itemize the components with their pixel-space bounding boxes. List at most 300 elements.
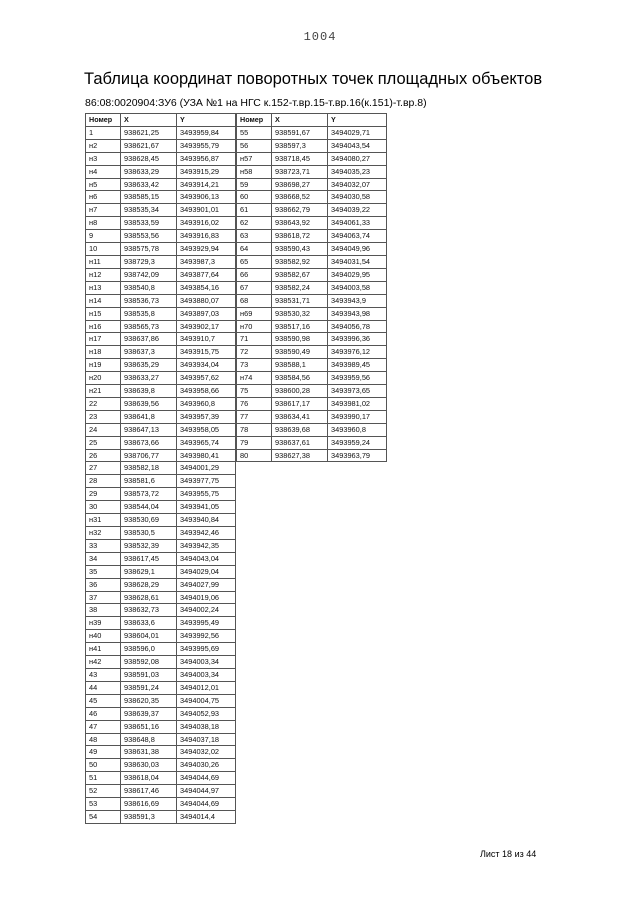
table-row [86,810,236,823]
cell-coordinate-y: 3494037,18 [177,733,236,746]
cell-coordinate-y: 3493959,24 [328,436,387,449]
cell-coordinate-y: 3493990,17 [328,410,387,423]
cell-coordinate-x: 938618,04 [121,772,177,785]
cell-coordinate-x: 938723,71 [272,165,328,178]
cell-coordinate-y: 3493942,46 [177,527,236,540]
table-row [86,268,236,281]
cell-coordinate-x: 938673,66 [121,436,177,449]
table-row [86,410,236,423]
cell-point-number: 61 [237,204,272,217]
cell-coordinate-x: 938637,3 [121,346,177,359]
table-row [86,243,236,256]
table-row [86,578,236,591]
cell-point-number: 76 [237,397,272,410]
cell-coordinate-y: 3494032,02 [177,746,236,759]
cell-coordinate-x: 938633,42 [121,178,177,191]
table-row [86,191,236,204]
cell-coordinate-x: 938641,8 [121,410,177,423]
cell-point-number: 68 [237,294,272,307]
cell-point-number: н18 [86,346,121,359]
cell-coordinate-y: 3493929,94 [177,243,236,256]
cell-point-number: н13 [86,281,121,294]
cell-coordinate-y: 3493963,79 [328,449,387,462]
cell-coordinate-y: 3494030,26 [177,759,236,772]
cell-coordinate-y: 3493916,02 [177,217,236,230]
cell-point-number: 37 [86,591,121,604]
cell-point-number: 10 [86,243,121,256]
cell-coordinate-x: 938633,29 [121,165,177,178]
cell-coordinate-y: 3493915,29 [177,165,236,178]
cell-coordinate-x: 938535,34 [121,204,177,217]
cell-coordinate-x: 938621,25 [121,126,177,139]
cell-coordinate-y: 3493910,7 [177,333,236,346]
cell-coordinate-x: 938639,56 [121,397,177,410]
cell-coordinate-y: 3494039,22 [328,204,387,217]
cell-coordinate-y: 3494030,58 [328,191,387,204]
table-header-row [237,114,387,127]
cell-point-number: н74 [237,372,272,385]
table-row [86,630,236,643]
cell-point-number: 45 [86,694,121,707]
cell-coordinate-y: 3494043,04 [177,552,236,565]
cell-coordinate-y: 3493901,01 [177,204,236,217]
cell-coordinate-y: 3493976,12 [328,346,387,359]
cell-coordinate-y: 3493960,8 [328,423,387,436]
cell-coordinate-x: 938597,3 [272,139,328,152]
table-row [86,798,236,811]
cell-coordinate-x: 938633,27 [121,372,177,385]
table-row [86,372,236,385]
table-row [237,217,387,230]
column-header-coordinate-y: Y [328,114,387,127]
cell-coordinate-y: 3494044,69 [177,772,236,785]
cell-point-number: н11 [86,255,121,268]
table-row [86,204,236,217]
table-row [86,591,236,604]
object-cadastral-number: 86:08:0020904:ЗУ6 (УЗА №1 на НГС к.152-т.вр.15-т.вр.16(к.151)-т.вр.8) [85,97,427,109]
cell-coordinate-y: 3494049,96 [328,243,387,256]
cell-coordinate-x: 938582,92 [272,255,328,268]
table-row [237,333,387,346]
cell-coordinate-y: 3494061,33 [328,217,387,230]
table-row [237,204,387,217]
table-row [86,178,236,191]
cell-coordinate-x: 938592,08 [121,656,177,669]
cell-coordinate-x: 938531,71 [272,294,328,307]
cell-coordinate-y: 3494029,04 [177,565,236,578]
cell-point-number: н5 [86,178,121,191]
cell-coordinate-x: 938617,45 [121,552,177,565]
cell-point-number: 29 [86,488,121,501]
cell-point-number: н16 [86,320,121,333]
cell-point-number: 33 [86,539,121,552]
table-row [86,656,236,669]
cell-coordinate-y: 3493915,75 [177,346,236,359]
cell-coordinate-y: 3493943,98 [328,307,387,320]
table-header-row [86,114,236,127]
table-row [86,152,236,165]
cell-coordinate-y: 3493914,21 [177,178,236,191]
table-row [86,565,236,578]
cell-coordinate-x: 938627,38 [272,449,328,462]
cell-coordinate-y: 3493916,83 [177,230,236,243]
cell-coordinate-x: 938635,29 [121,359,177,372]
cell-coordinate-y: 3493955,75 [177,488,236,501]
cell-coordinate-x: 938628,45 [121,152,177,165]
cell-coordinate-y: 3493941,05 [177,501,236,514]
cell-coordinate-x: 938639,68 [272,423,328,436]
table-row [86,449,236,462]
cell-coordinate-x: 938632,73 [121,604,177,617]
table-row [86,385,236,398]
table-row [237,230,387,243]
cell-point-number: 71 [237,333,272,346]
cell-point-number: 26 [86,449,121,462]
table-row [237,423,387,436]
cell-coordinate-x: 938517,16 [272,320,328,333]
cell-coordinate-y: 3494031,54 [328,255,387,268]
cell-point-number: 34 [86,552,121,565]
table-row [86,617,236,630]
cell-point-number: н69 [237,307,272,320]
cell-point-number: н12 [86,268,121,281]
cell-coordinate-x: 938637,86 [121,333,177,346]
table-row [86,475,236,488]
cell-coordinate-x: 938582,24 [272,281,328,294]
cell-point-number: 78 [237,423,272,436]
table-row [237,191,387,204]
cell-coordinate-y: 3493992,56 [177,630,236,643]
cell-point-number: 44 [86,681,121,694]
cell-coordinate-x: 938616,69 [121,798,177,811]
cell-point-number: 28 [86,475,121,488]
cell-coordinate-x: 938530,32 [272,307,328,320]
cell-coordinate-y: 3493959,56 [328,372,387,385]
cell-point-number: 49 [86,746,121,759]
table-row [237,372,387,385]
cell-point-number: 62 [237,217,272,230]
table-row [237,178,387,191]
cell-point-number: 23 [86,410,121,423]
cell-coordinate-x: 938668,52 [272,191,328,204]
cell-coordinate-x: 938698,27 [272,178,328,191]
cell-coordinate-x: 938591,3 [121,810,177,823]
cell-point-number: 53 [86,798,121,811]
cell-point-number: н2 [86,139,121,152]
cell-point-number: 35 [86,565,121,578]
table-row [86,230,236,243]
cell-coordinate-y: 3494044,69 [177,798,236,811]
cell-coordinate-x: 938604,01 [121,630,177,643]
cell-coordinate-y: 3494027,99 [177,578,236,591]
cell-coordinate-x: 938532,39 [121,539,177,552]
table-row [86,281,236,294]
column-header-coordinate-x: X [272,114,328,127]
cell-coordinate-y: 3493906,13 [177,191,236,204]
table-row [237,255,387,268]
cell-coordinate-y: 3493989,45 [328,359,387,372]
table-row [86,436,236,449]
table-row [86,604,236,617]
cell-point-number: 63 [237,230,272,243]
cell-coordinate-x: 938590,98 [272,333,328,346]
cell-coordinate-y: 3493981,02 [328,397,387,410]
cell-coordinate-x: 938651,16 [121,720,177,733]
cell-point-number: 64 [237,243,272,256]
cell-coordinate-y: 3494001,29 [177,462,236,475]
cell-coordinate-y: 3494056,78 [328,320,387,333]
cell-coordinate-x: 938530,69 [121,514,177,527]
cell-coordinate-x: 938637,61 [272,436,328,449]
table-row [86,759,236,772]
table-row [237,410,387,423]
cell-point-number: 47 [86,720,121,733]
cell-point-number: 65 [237,255,272,268]
cell-coordinate-y: 3494003,34 [177,668,236,681]
cell-point-number: 55 [237,126,272,139]
table-row [86,423,236,436]
table-row [237,436,387,449]
cell-coordinate-x: 938620,35 [121,694,177,707]
cell-coordinate-y: 3494052,93 [177,707,236,720]
cell-coordinate-y: 3494063,74 [328,230,387,243]
cell-coordinate-y: 3493980,41 [177,449,236,462]
cell-point-number: 59 [237,178,272,191]
table-row [86,333,236,346]
cell-coordinate-x: 938530,5 [121,527,177,540]
cell-point-number: н8 [86,217,121,230]
cell-coordinate-y: 3493940,84 [177,514,236,527]
cell-coordinate-y: 3493943,9 [328,294,387,307]
cell-coordinate-x: 938596,0 [121,643,177,656]
table-row [86,255,236,268]
cell-coordinate-y: 3493880,07 [177,294,236,307]
cell-coordinate-x: 938621,67 [121,139,177,152]
cell-coordinate-x: 938585,15 [121,191,177,204]
column-header-coordinate-y: Y [177,114,236,127]
table-row [237,281,387,294]
cell-coordinate-x: 938647,13 [121,423,177,436]
cell-point-number: 60 [237,191,272,204]
cell-coordinate-y: 3493960,8 [177,397,236,410]
cell-point-number: н70 [237,320,272,333]
cell-point-number: 25 [86,436,121,449]
table-row [86,539,236,552]
table-row [237,449,387,462]
cell-coordinate-x: 938706,77 [121,449,177,462]
cell-point-number: 77 [237,410,272,423]
cell-coordinate-y: 3493877,64 [177,268,236,281]
table-row [86,346,236,359]
cell-point-number: 66 [237,268,272,281]
table-row [237,320,387,333]
cell-point-number: 27 [86,462,121,475]
table-row [237,359,387,372]
cell-coordinate-x: 938630,03 [121,759,177,772]
cell-coordinate-x: 938565,73 [121,320,177,333]
cell-point-number: 67 [237,281,272,294]
cell-coordinate-y: 3494038,18 [177,720,236,733]
cell-coordinate-y: 3493958,05 [177,423,236,436]
table-row [237,139,387,152]
cell-coordinate-x: 938544,04 [121,501,177,514]
cell-coordinate-x: 938634,41 [272,410,328,423]
cell-coordinate-y: 3494004,75 [177,694,236,707]
cell-coordinate-y: 3494043,54 [328,139,387,152]
cell-coordinate-y: 3494032,07 [328,178,387,191]
coordinates-table-left [85,113,236,824]
document-title: Таблица координат поворотных точек площадных объектов [84,70,543,88]
table-row [86,720,236,733]
page-number: 1004 [303,30,337,44]
cell-coordinate-x: 938617,46 [121,785,177,798]
cell-coordinate-y: 3493965,74 [177,436,236,449]
cell-point-number: 24 [86,423,121,436]
cell-coordinate-x: 938536,73 [121,294,177,307]
cell-coordinate-x: 938573,72 [121,488,177,501]
table-row [237,268,387,281]
cell-point-number: 80 [237,449,272,462]
table-row [86,294,236,307]
cell-point-number: 56 [237,139,272,152]
cell-coordinate-x: 938639,8 [121,385,177,398]
table-row [86,643,236,656]
table-row [86,707,236,720]
cell-coordinate-y: 3493934,04 [177,359,236,372]
table-row [237,126,387,139]
cell-coordinate-x: 938631,38 [121,746,177,759]
cell-point-number: н40 [86,630,121,643]
cell-point-number: 79 [237,436,272,449]
cell-point-number: 52 [86,785,121,798]
table-row [86,668,236,681]
cell-coordinate-y: 3493902,17 [177,320,236,333]
cell-coordinate-y: 3494080,27 [328,152,387,165]
cell-point-number: н57 [237,152,272,165]
cell-coordinate-y: 3494029,71 [328,126,387,139]
cell-coordinate-y: 3494019,06 [177,591,236,604]
cell-point-number: 75 [237,385,272,398]
table-row [86,694,236,707]
table-row [237,397,387,410]
cell-coordinate-x: 938581,6 [121,475,177,488]
cell-point-number: 46 [86,707,121,720]
cell-coordinate-x: 938533,59 [121,217,177,230]
table-row [86,785,236,798]
coordinates-table-left-body [86,114,236,824]
cell-point-number: н21 [86,385,121,398]
table-row [86,488,236,501]
table-row [237,152,387,165]
table-row [86,681,236,694]
cell-coordinate-x: 938617,17 [272,397,328,410]
cell-point-number: н4 [86,165,121,178]
cell-coordinate-y: 3493955,79 [177,139,236,152]
cell-coordinate-y: 3493987,3 [177,255,236,268]
table-row [86,733,236,746]
cell-point-number: 51 [86,772,121,785]
coordinates-table-right-body [237,114,387,462]
cell-point-number: н7 [86,204,121,217]
cell-coordinate-y: 3494035,23 [328,165,387,178]
cell-coordinate-x: 938582,18 [121,462,177,475]
column-header-point-number: Номер [237,114,272,127]
table-row [86,165,236,178]
table-row [86,746,236,759]
cell-point-number: 38 [86,604,121,617]
cell-coordinate-x: 938535,8 [121,307,177,320]
cell-coordinate-y: 3494014,4 [177,810,236,823]
cell-point-number: н41 [86,643,121,656]
cell-point-number: 22 [86,397,121,410]
cell-point-number: 50 [86,759,121,772]
cell-coordinate-y: 3493959,84 [177,126,236,139]
cell-coordinate-x: 938618,72 [272,230,328,243]
table-row [86,320,236,333]
cell-coordinate-x: 938590,49 [272,346,328,359]
cell-coordinate-x: 938588,1 [272,359,328,372]
cell-coordinate-x: 938591,03 [121,668,177,681]
cell-point-number: 43 [86,668,121,681]
table-row [237,165,387,178]
coordinates-table-right [236,113,387,462]
sheet-counter: Лист 18 из 44 [480,849,537,859]
table-row [237,385,387,398]
cell-coordinate-y: 3493854,16 [177,281,236,294]
cell-point-number: 54 [86,810,121,823]
cell-point-number: 9 [86,230,121,243]
table-row [237,346,387,359]
table-row [86,217,236,230]
cell-coordinate-y: 3494012,01 [177,681,236,694]
cell-coordinate-x: 938628,29 [121,578,177,591]
table-row [86,514,236,527]
cell-coordinate-y: 3493958,66 [177,385,236,398]
cell-coordinate-x: 938648,8 [121,733,177,746]
column-header-coordinate-x: X [121,114,177,127]
cell-coordinate-y: 3494003,58 [328,281,387,294]
table-row [86,527,236,540]
table-row [237,243,387,256]
cell-point-number: н17 [86,333,121,346]
cell-coordinate-y: 3494002,24 [177,604,236,617]
cell-point-number: 48 [86,733,121,746]
cell-point-number: 36 [86,578,121,591]
cell-point-number: н19 [86,359,121,372]
cell-coordinate-y: 3493995,69 [177,643,236,656]
cell-point-number: 73 [237,359,272,372]
cell-coordinate-x: 938643,92 [272,217,328,230]
table-row [86,307,236,320]
table-row [86,139,236,152]
cell-coordinate-y: 3493995,49 [177,617,236,630]
table-row [86,552,236,565]
cell-point-number: 72 [237,346,272,359]
cell-coordinate-y: 3493956,87 [177,152,236,165]
table-row [237,307,387,320]
cell-point-number: н20 [86,372,121,385]
cell-point-number: н42 [86,656,121,669]
cell-coordinate-x: 938718,45 [272,152,328,165]
cell-coordinate-x: 938591,24 [121,681,177,694]
cell-coordinate-y: 3493942,35 [177,539,236,552]
cell-coordinate-x: 938553,56 [121,230,177,243]
cell-point-number: н32 [86,527,121,540]
cell-coordinate-x: 938628,61 [121,591,177,604]
table-row [86,462,236,475]
cell-coordinate-y: 3493957,39 [177,410,236,423]
cell-coordinate-x: 938742,09 [121,268,177,281]
